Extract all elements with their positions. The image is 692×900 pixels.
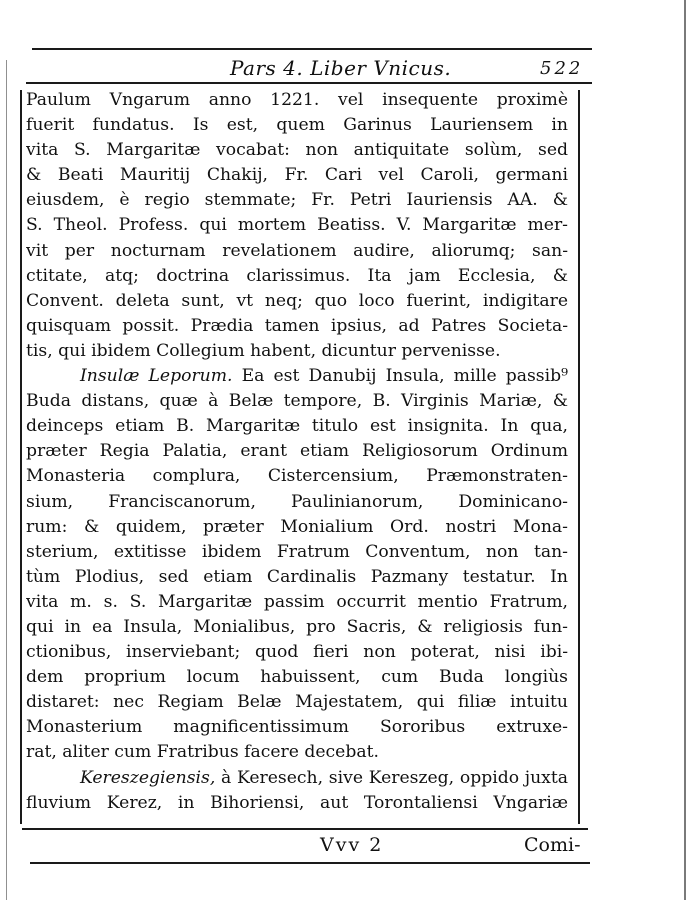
page-number: 522 xyxy=(540,58,584,79)
line-text: vita S. Margaritæ vocabat: non antiquitate solùm, sed xyxy=(26,140,568,161)
text-line xyxy=(26,615,568,640)
text-line xyxy=(26,163,568,188)
text-line xyxy=(26,565,568,590)
line-text: quisquam possit. Prædia tamen ipsius, ad Patres Societa- xyxy=(26,315,568,336)
line-text: dem proprium locum habuissent, cum Buda longiùs xyxy=(26,667,568,688)
text-line xyxy=(26,188,568,213)
text-line xyxy=(26,740,568,765)
text-line xyxy=(26,490,568,515)
marginal-heading: Insulæ Leporum. xyxy=(80,366,233,387)
line-text: Monasterium magnificentissimum Sororibus extruxe- xyxy=(26,717,568,738)
line-text: Buda distans, quæ à Belæ tempore, B. Virginis Mariæ, & xyxy=(26,391,568,412)
text-line xyxy=(26,88,568,113)
line-text: vit per nocturnam revelationem audire, aliorumq; san- xyxy=(26,240,568,261)
text-line xyxy=(26,464,568,489)
text-line xyxy=(26,715,568,740)
line-text: tùm Plodius, sed etiam Cardinalis Pazmany testatur. In xyxy=(26,566,568,587)
text-line xyxy=(26,439,568,464)
line-text: Convent. deleta sunt, vt neq; quo loco fuerint, indigitare xyxy=(26,290,568,311)
line-text: rum: & quidem, præter Monialium Ord. nostri Mona- xyxy=(26,516,568,537)
header-rule-bottom xyxy=(26,82,592,84)
line-text: S. Theol. Profess. qui mortem Beatiss. V. Margaritæ mer- xyxy=(26,215,568,236)
line-text: Monasteria complura, Cistercensium, Præmonstraten- xyxy=(26,466,568,487)
text-line xyxy=(26,113,568,138)
line-text: sium, Franciscanorum, Paulinianorum, Dominicano- xyxy=(26,491,568,512)
footer-rule-bottom xyxy=(30,862,590,864)
line-text: Ea est Danubij Insula, mille passib⁹ xyxy=(241,366,568,387)
page-footer xyxy=(30,832,590,862)
body-text xyxy=(26,88,568,816)
line-text: & Beati Mauritij Chakij, Fr. Cari vel Caroli, germani xyxy=(26,165,568,186)
text-line xyxy=(26,590,568,615)
line-text: distaret: nec Regiam Belæ Majestatem, qui filiæ intuitu xyxy=(26,692,568,713)
page-header xyxy=(30,52,590,82)
text-line xyxy=(26,389,568,414)
text-line xyxy=(26,213,568,238)
page-edge-left xyxy=(6,60,7,900)
line-text: eiusdem, è regio stemmate; Fr. Petri Iauriensis AA. & xyxy=(26,190,568,211)
line-text: ctionibus, inserviebant; quod fieri non poterat, nisi ibi- xyxy=(26,642,568,663)
line-text: deinceps etiam B. Margaritæ titulo est insignita. In qua, xyxy=(26,416,568,437)
text-line xyxy=(26,138,568,163)
text-line xyxy=(26,264,568,289)
line-text: qui in ea Insula, Monialibus, pro Sacris, & religiosis fun- xyxy=(26,616,568,637)
line-text: Paulum Vngarum anno 1221. vel insequente proximè xyxy=(26,90,568,110)
line-text: præter Regia Palatia, erant etiam Religiosorum Ordinum xyxy=(26,441,568,462)
text-line xyxy=(26,515,568,540)
text-line xyxy=(26,540,568,565)
line-text: sterium, extitisse ibidem Fratrum Conventum, non tan- xyxy=(26,541,568,562)
line-text: ctitate, atq; doctrina clarissimus. Ita jam Ecclesia, & xyxy=(26,265,568,286)
signature-mark: Vvv 2 xyxy=(320,834,384,856)
header-rule-top xyxy=(32,48,592,50)
text-line xyxy=(26,339,568,364)
page-edge-right xyxy=(684,0,686,900)
text-line xyxy=(26,766,568,791)
text-line xyxy=(26,640,568,665)
text-line xyxy=(26,414,568,439)
text-line xyxy=(26,791,568,816)
text-line xyxy=(26,364,568,389)
text-line xyxy=(26,690,568,715)
text-line xyxy=(26,665,568,690)
text-line xyxy=(26,314,568,339)
running-head: Pars 4. Liber Vnicus. xyxy=(230,56,452,80)
frame-line-right xyxy=(578,90,580,824)
footer-rule-top xyxy=(22,828,588,830)
frame-line-left xyxy=(20,90,22,824)
line-text: vita m. s. S. Margaritæ passim occurrit mentio Fratrum, xyxy=(26,591,568,612)
text-line xyxy=(26,289,568,314)
line-text: tis, qui ibidem Collegium habent, dicuntur pervenisse. xyxy=(26,340,501,361)
marginal-heading: Kereszegiensis, xyxy=(80,767,216,788)
line-text: fluvium Kerez, in Bihoriensi, aut Torontaliensi Vngariæ xyxy=(26,792,568,813)
catchword: Comi- xyxy=(524,834,581,856)
text-line xyxy=(26,239,568,264)
line-text: à Keresech, sive Kereszeg, oppido juxta xyxy=(221,767,568,788)
line-text: fuerit fundatus. Is est, quem Garinus Lauriensem in xyxy=(26,115,568,136)
line-text: rat, aliter cum Fratribus facere decebat. xyxy=(26,742,379,763)
